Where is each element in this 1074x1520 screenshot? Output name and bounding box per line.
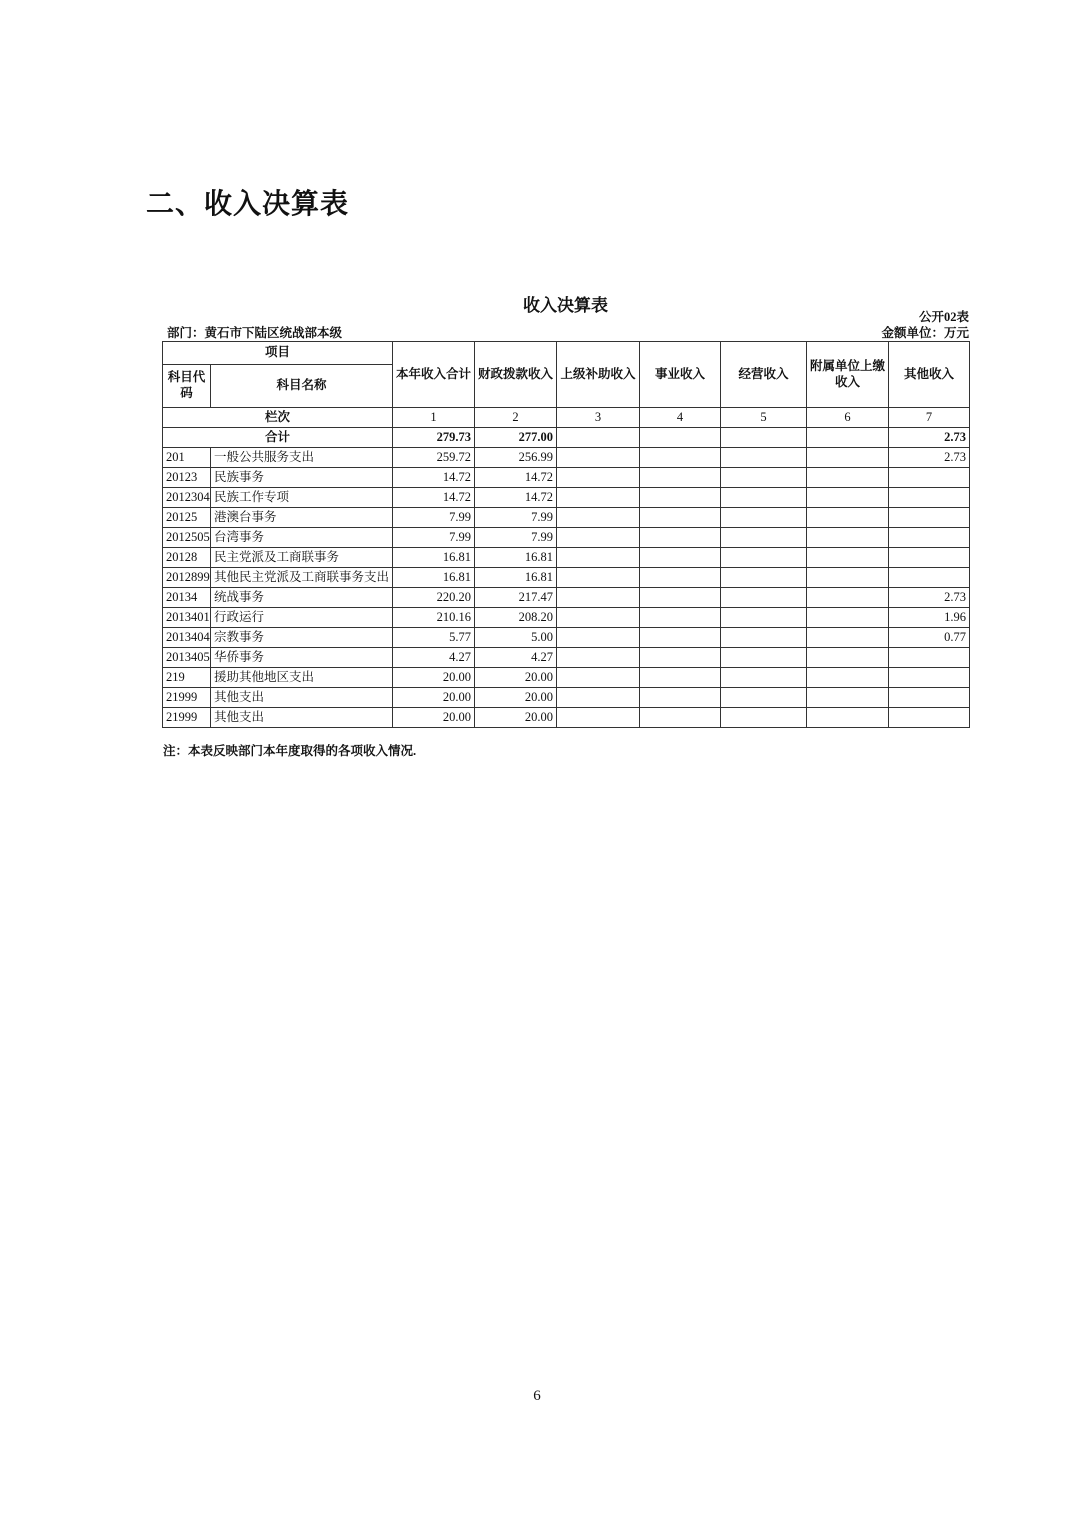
value-cell (557, 448, 640, 468)
value-cell: 210.16 (393, 608, 475, 628)
value-cell (557, 688, 640, 708)
value-cell: 16.81 (393, 548, 475, 568)
subject-name-cell: 台湾事务 (211, 528, 393, 548)
value-cell (807, 528, 889, 548)
value-cell (807, 508, 889, 528)
subject-code-header: 科目代码 (163, 365, 211, 408)
table-row (163, 588, 970, 608)
column-header-operating-income: 事业收入 (640, 342, 721, 408)
value-cell (807, 648, 889, 668)
table-note: 注：本表反映部门本年度取得的各项收入情况. (163, 744, 417, 758)
subject-code-cell: 20134 (163, 588, 211, 608)
subject-code-cell: 2012505 (163, 528, 211, 548)
subject-code-cell: 2013405 (163, 648, 211, 668)
value-cell: 7.99 (393, 508, 475, 528)
value-cell (721, 528, 807, 548)
value-cell (807, 608, 889, 628)
column-index-cell: 4 (640, 408, 721, 428)
subject-name-cell: 华侨事务 (211, 648, 393, 668)
subject-name-cell: 港澳台事务 (211, 508, 393, 528)
subject-name-cell: 其他支出 (211, 688, 393, 708)
value-cell (721, 488, 807, 508)
value-cell: 20.00 (393, 688, 475, 708)
value-cell (640, 468, 721, 488)
value-cell (640, 708, 721, 728)
value-cell: 220.20 (393, 588, 475, 608)
value-cell (807, 688, 889, 708)
value-cell: 14.72 (475, 488, 557, 508)
value-cell: 4.27 (475, 648, 557, 668)
value-cell (807, 448, 889, 468)
value-cell (721, 668, 807, 688)
value-cell (640, 548, 721, 568)
table-row (163, 448, 970, 468)
value-cell (807, 628, 889, 648)
value-cell (640, 448, 721, 468)
table-row (163, 628, 970, 648)
value-cell: 20.00 (475, 708, 557, 728)
value-cell (640, 508, 721, 528)
value-cell: 20.00 (475, 688, 557, 708)
total-value-cell (640, 428, 721, 448)
value-cell: 20.00 (393, 668, 475, 688)
value-cell (889, 508, 970, 528)
subject-code-cell: 21999 (163, 688, 211, 708)
value-cell (557, 668, 640, 688)
subject-name-header: 科目名称 (211, 365, 393, 408)
table-row (163, 528, 970, 548)
value-cell (721, 688, 807, 708)
value-cell (640, 588, 721, 608)
table-row (163, 668, 970, 688)
column-index-cell: 2 (475, 408, 557, 428)
value-cell (557, 548, 640, 568)
value-cell (640, 668, 721, 688)
value-cell: 2.73 (889, 448, 970, 468)
value-cell (721, 548, 807, 568)
value-cell: 14.72 (393, 468, 475, 488)
table-row (163, 608, 970, 628)
subject-code-cell: 21999 (163, 708, 211, 728)
value-cell (557, 708, 640, 728)
value-cell (640, 688, 721, 708)
value-cell: 2.73 (889, 588, 970, 608)
value-cell (807, 488, 889, 508)
value-cell (889, 488, 970, 508)
value-cell (721, 608, 807, 628)
value-cell: 1.96 (889, 608, 970, 628)
subject-code-cell: 201 (163, 448, 211, 468)
total-row (163, 428, 970, 448)
subject-code-cell: 20123 (163, 468, 211, 488)
value-cell: 0.77 (889, 628, 970, 648)
income-statement-table (162, 341, 970, 728)
column-index-cell: 6 (807, 408, 889, 428)
table-row (163, 468, 970, 488)
subject-code-cell: 219 (163, 668, 211, 688)
column-header-subordinate-remittance: 附属单位上缴收入 (807, 342, 889, 408)
value-cell (721, 468, 807, 488)
column-header-superior-subsidy: 上级补助收入 (557, 342, 640, 408)
table-row (163, 508, 970, 528)
value-cell (557, 608, 640, 628)
table-row (163, 688, 970, 708)
header-row-project (163, 342, 970, 365)
subject-name-cell: 其他民主党派及工商联事务支出 (211, 568, 393, 588)
value-cell (721, 568, 807, 588)
subject-code-cell: 20125 (163, 508, 211, 528)
column-index-cell: 5 (721, 408, 807, 428)
value-cell (640, 568, 721, 588)
value-cell: 5.77 (393, 628, 475, 648)
value-cell (640, 608, 721, 628)
table-row (163, 488, 970, 508)
value-cell (807, 568, 889, 588)
value-cell: 14.72 (475, 468, 557, 488)
value-cell (557, 628, 640, 648)
value-cell: 16.81 (475, 568, 557, 588)
value-cell (557, 588, 640, 608)
table-row (163, 568, 970, 588)
value-cell: 7.99 (393, 528, 475, 548)
report-title: 收入决算表 (523, 296, 608, 315)
value-cell (721, 508, 807, 528)
column-index-cell: 3 (557, 408, 640, 428)
subject-name-cell: 其他支出 (211, 708, 393, 728)
subject-name-cell: 民族工作专项 (211, 488, 393, 508)
subject-code-cell: 2013401 (163, 608, 211, 628)
sheet-number: 公开02表 (918, 310, 969, 324)
value-cell (807, 668, 889, 688)
column-header-business-income: 经营收入 (721, 342, 807, 408)
value-cell (721, 628, 807, 648)
value-cell: 16.81 (475, 548, 557, 568)
department-label: 部门：黄石市下陆区统战部本级 (167, 326, 343, 340)
value-cell: 7.99 (475, 508, 557, 528)
subject-name-cell: 援助其他地区支出 (211, 668, 393, 688)
value-cell (889, 648, 970, 668)
value-cell (807, 468, 889, 488)
value-cell (721, 448, 807, 468)
column-index-row (163, 408, 970, 428)
value-cell (640, 528, 721, 548)
page-number: 6 (533, 1388, 541, 1404)
subject-name-cell: 行政运行 (211, 608, 393, 628)
value-cell (889, 528, 970, 548)
subject-name-cell: 一般公共服务支出 (211, 448, 393, 468)
row-index-label-cell: 栏次 (163, 408, 393, 428)
total-value-cell: 279.73 (393, 428, 475, 448)
subject-name-cell: 民主党派及工商联事务 (211, 548, 393, 568)
value-cell (557, 528, 640, 548)
value-cell (557, 508, 640, 528)
value-cell: 259.72 (393, 448, 475, 468)
subject-name-cell: 民族事务 (211, 468, 393, 488)
value-cell: 20.00 (393, 708, 475, 728)
total-value-cell: 2.73 (889, 428, 970, 448)
table-meta-line (162, 323, 969, 341)
value-cell (721, 588, 807, 608)
value-cell (889, 548, 970, 568)
value-cell: 217.47 (475, 588, 557, 608)
value-cell (557, 568, 640, 588)
value-cell: 4.27 (393, 648, 475, 668)
value-cell (557, 468, 640, 488)
value-cell: 208.20 (475, 608, 557, 628)
subject-code-cell: 2013404 (163, 628, 211, 648)
column-index-cell: 7 (889, 408, 970, 428)
value-cell (721, 708, 807, 728)
value-cell (889, 668, 970, 688)
section-heading: 二、收入决算表 (146, 189, 350, 220)
value-cell (889, 688, 970, 708)
value-cell (889, 568, 970, 588)
unit-label: 金额单位：万元 (881, 326, 969, 340)
table-row (163, 708, 970, 728)
value-cell (640, 628, 721, 648)
subject-code-cell: 20128 (163, 548, 211, 568)
table-row (163, 548, 970, 568)
total-value-cell (807, 428, 889, 448)
value-cell (557, 488, 640, 508)
value-cell: 14.72 (393, 488, 475, 508)
total-label-cell: 合计 (163, 428, 393, 448)
subject-name-cell: 宗教事务 (211, 628, 393, 648)
value-cell (807, 548, 889, 568)
column-header-fiscal-appropriation: 财政拨款收入 (475, 342, 557, 408)
subject-name-cell: 统战事务 (211, 588, 393, 608)
project-header-cell: 项目 (163, 342, 393, 365)
column-index-cell: 1 (393, 408, 475, 428)
value-cell (640, 648, 721, 668)
subject-code-cell: 2012304 (163, 488, 211, 508)
value-cell (889, 468, 970, 488)
value-cell: 20.00 (475, 668, 557, 688)
total-value-cell (557, 428, 640, 448)
value-cell: 256.99 (475, 448, 557, 468)
total-value-cell: 277.00 (475, 428, 557, 448)
table-row (163, 648, 970, 668)
value-cell (557, 648, 640, 668)
value-cell (889, 708, 970, 728)
value-cell: 5.00 (475, 628, 557, 648)
column-header-total-income: 本年收入合计 (393, 342, 475, 408)
subject-code-cell: 2012899 (163, 568, 211, 588)
value-cell: 16.81 (393, 568, 475, 588)
table-header (163, 342, 970, 428)
value-cell: 7.99 (475, 528, 557, 548)
value-cell (807, 708, 889, 728)
column-header-other-income: 其他收入 (889, 342, 970, 408)
total-value-cell (721, 428, 807, 448)
value-cell (807, 588, 889, 608)
value-cell (721, 648, 807, 668)
value-cell (640, 488, 721, 508)
income-table-body (163, 428, 970, 728)
